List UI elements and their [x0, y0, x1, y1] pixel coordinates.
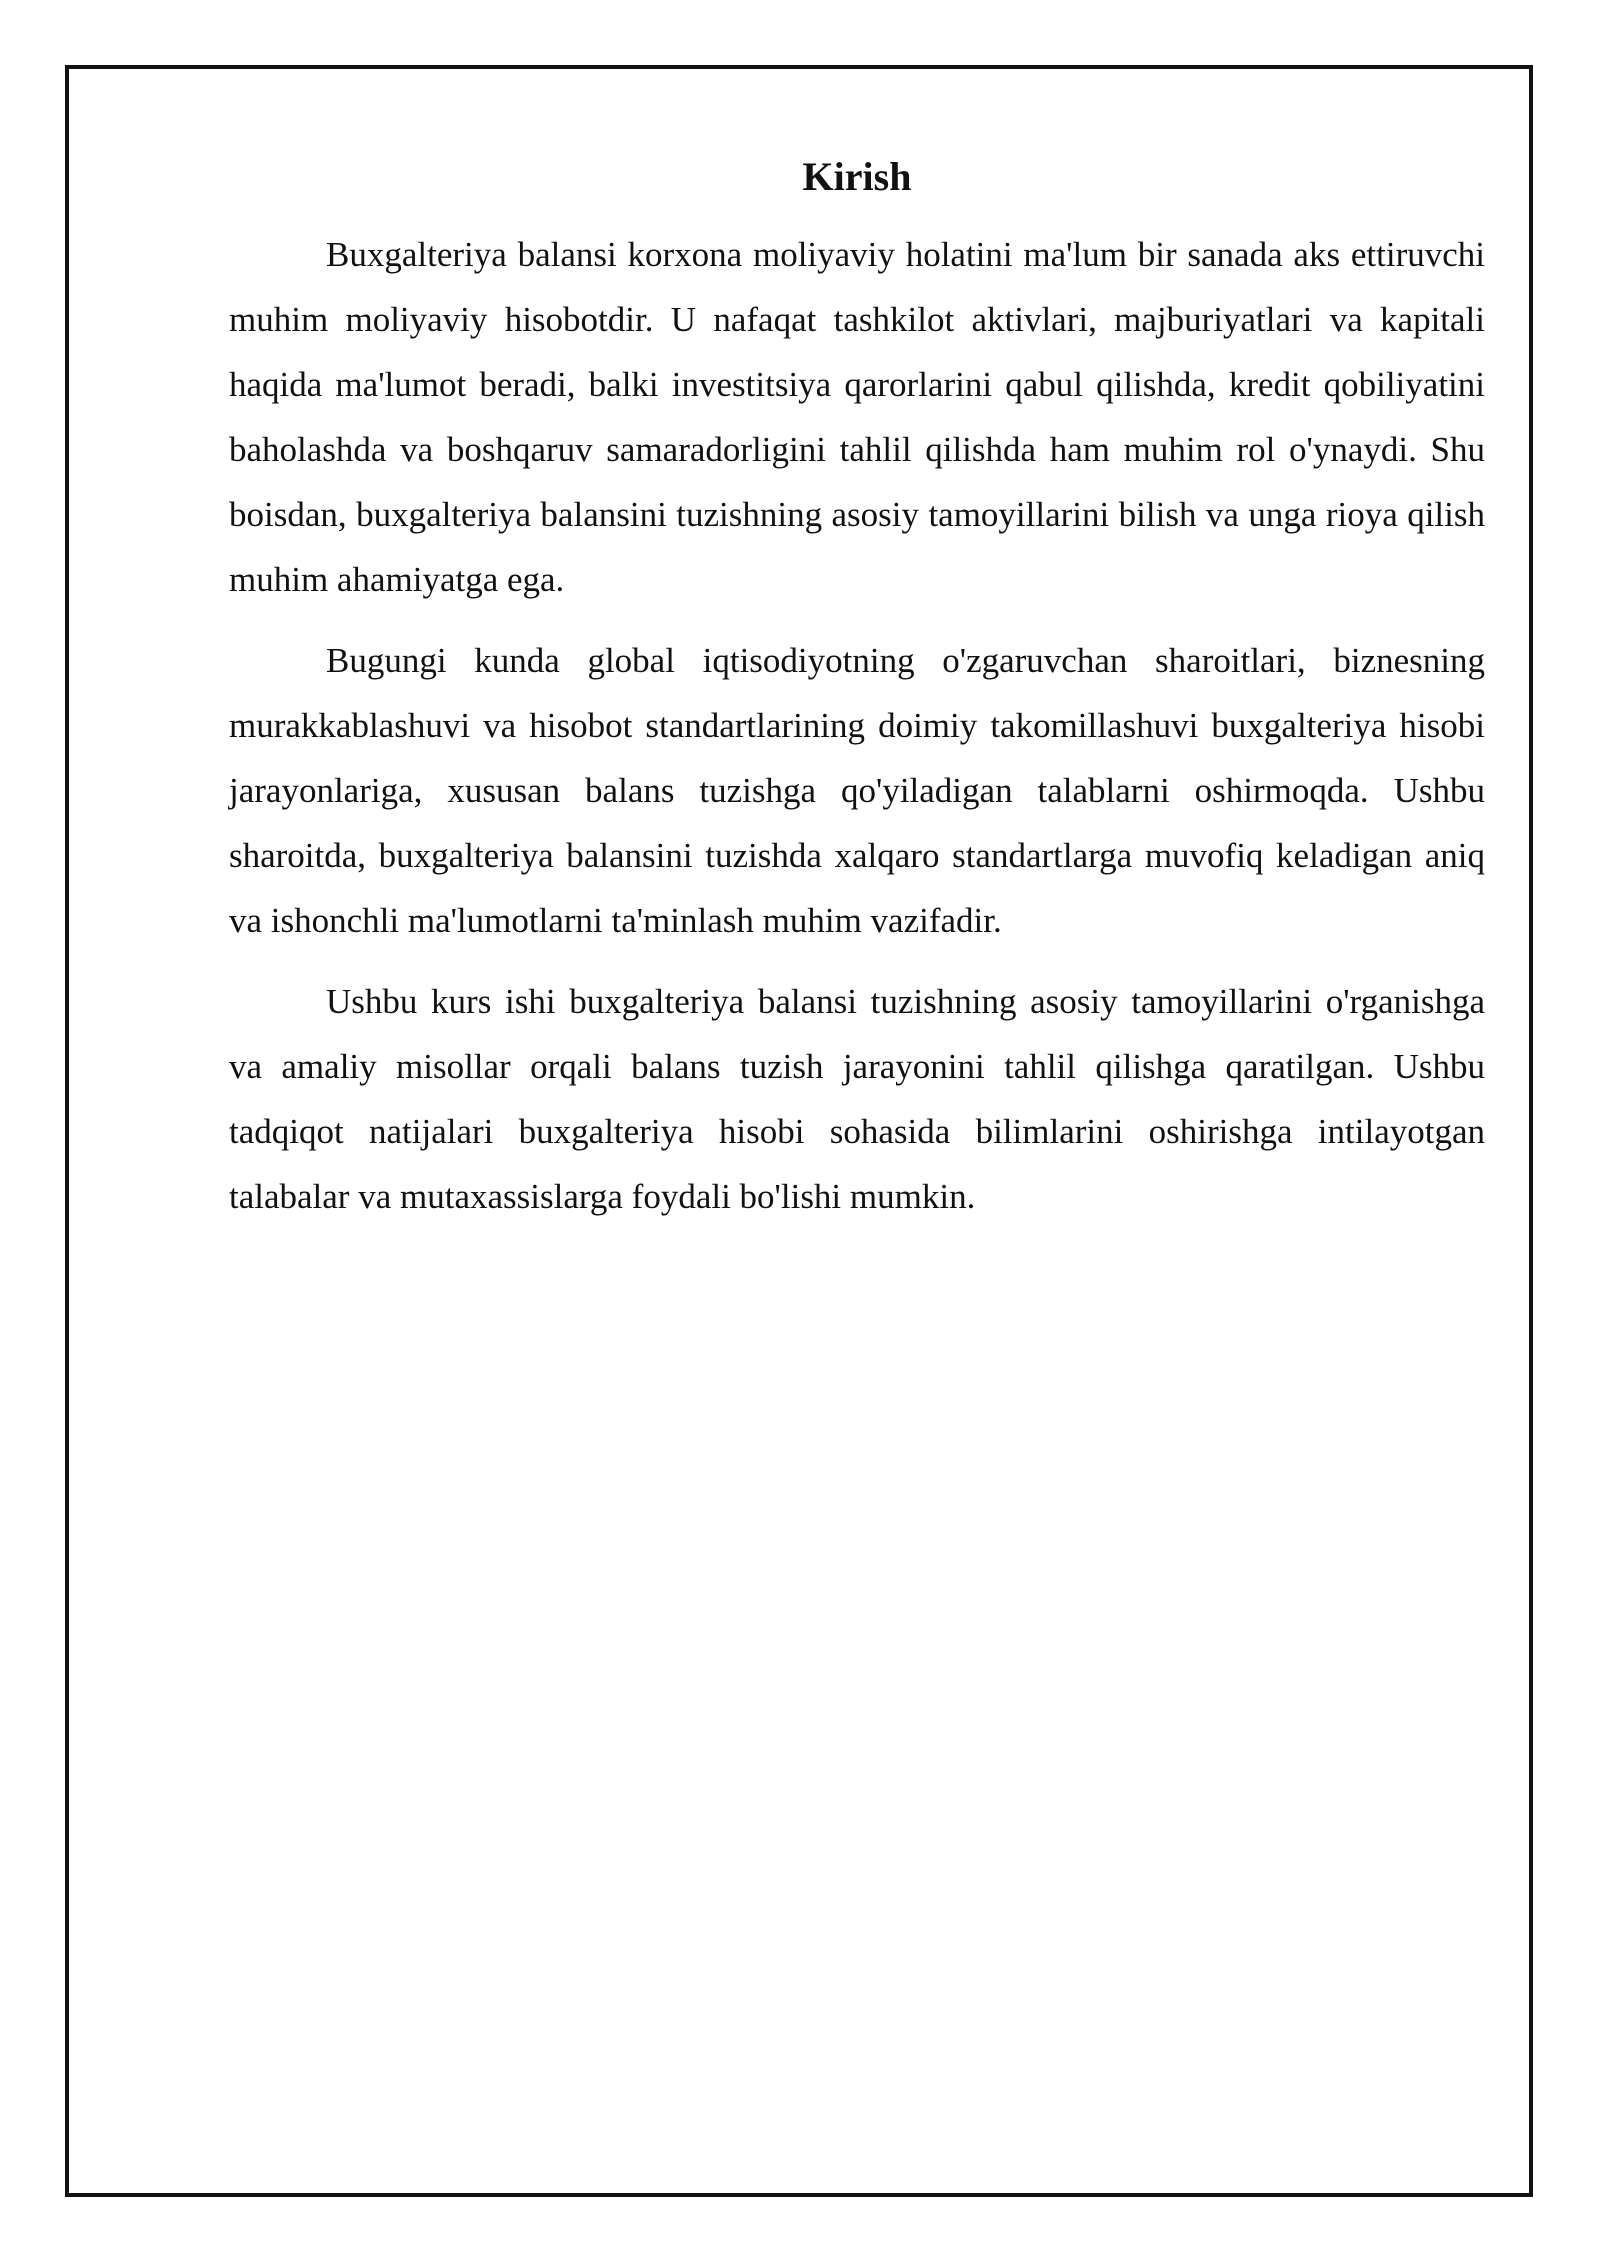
document-body — [229, 150, 1485, 1245]
page-title: Kirish — [802, 154, 912, 199]
paragraph-1: Buxgalteriya balansi korxona moliyaviy holatini ma'lum bir sanada aks ettiruvchi muhim moliyaviy hisobotdir. U nafaqat tashkilot aktivlari, majburiyatlari va kapitali haqida ma'lumot beradi, balki investitsiya qarorlarini qabul qilishda, kredit qobiliyatini baholashda va boshqaruv samaradorligini tahlil qilishda ham muhim rol o'ynaydi. Shu boisdan, buxgalteriya balansini tuzishning asosiy tamoyillarini bilish va unga rioya qilish muhim ahamiyatga ega. — [229, 235, 1485, 599]
paragraph-2: Bugungi kunda global iqtisodiyotning o'zgaruvchan sharoitlari, biznesning murakkablashuvi va hisobot standartlarining doimiy takomillashuvi buxgalteriya hisobi jarayonlariga, xususan balans tuzishga qo'yiladigan talablarni oshirmoqda. Ushbu sharoitda, buxgalteriya balansini tuzishda xalqaro standartlarga muvofiq keladigan aniq va ishonchli ma'lumotlarni ta'minlash muhim vazifadir. — [229, 641, 1485, 940]
paragraph-3: Ushbu kurs ishi buxgalteriya balansi tuzishning asosiy tamoyillarini o'rganishga va amaliy misollar orqali balans tuzish jarayonini tahlil qilishga qaratilgan. Ushbu tadqiqot natijalari buxgalteriya hisobi sohasida bilimlarini oshirishga intilayotgan talabalar va mutaxassislarga foydali bo'lishi mumkin. — [229, 982, 1485, 1216]
